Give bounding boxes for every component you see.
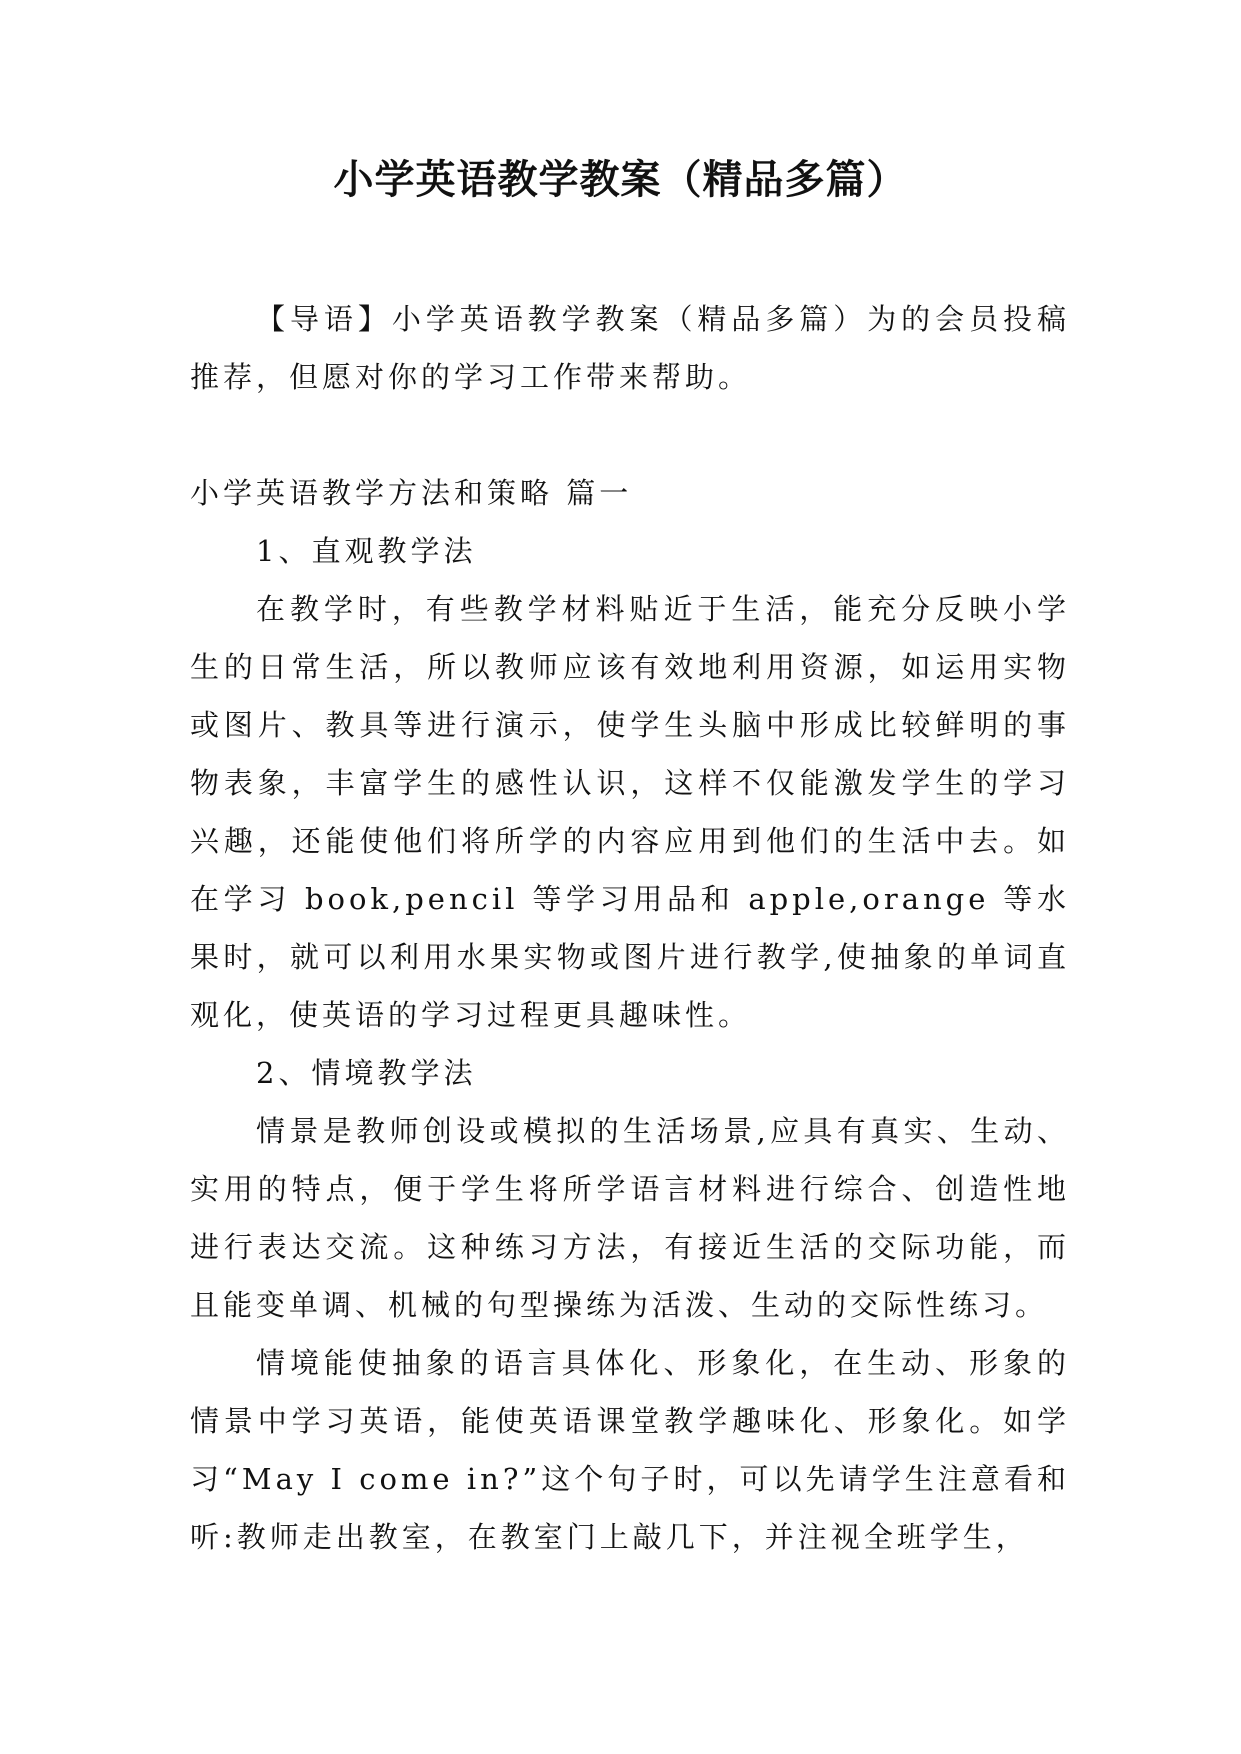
document-body [190,290,1070,1566]
method1-heading: 1、直观教学法 [256,534,477,568]
method1-paragraph: 在教学时，有些教学材料贴近于生活，能充分反映小学生的日常生活，所以教师应该有效地利用资源，如运用实物或图片、教具等进行演示，使学生头脑中形成比较鲜明的事物表象，丰富学生的感性认识，这样不仅能激发学生的学习兴趣，还能使他们将所学的内容应用到他们的生活中去。如在学习 book,pencil 等学习用品和 apple,orange 等水果时，就可以利用水果实物或图片进行教学,使抽象的单词直观化，使英语的学习过程更具趣味性。 [190,592,1070,1032]
method2-paragraph-2: 情境能使抽象的语言具体化、形象化，在生动、形象的情景中学习英语，能使英语课堂教学趣味化、形象化。如学习“May I come in?”这个句子时，可以先请学生注意看和听:教师走出教室，在教室门上敲几下，并注视全班学生， [190,1346,1070,1554]
method2-heading: 2、情境教学法 [256,1056,477,1090]
document-title: 小学英语教学教案（精品多篇） [333,157,908,203]
intro-paragraph: 【导语】小学英语教学教案（精品多篇）为的会员投稿推荐，但愿对你的学习工作带来帮助。 [190,302,1070,394]
method2-paragraph-1: 情景是教师创设或模拟的生活场景,应具有真实、生动、实用的特点，便于学生将所学语言材料进行综合、创造性地进行表达交流。这种练习方法，有接近生活的交际功能，而且能变单调、机械的句型操练为活泼、生动的交际性练习。 [190,1114,1070,1322]
paragraph-gap [190,406,1070,464]
section-heading: 小学英语教学方法和策略 篇一 [190,476,633,510]
